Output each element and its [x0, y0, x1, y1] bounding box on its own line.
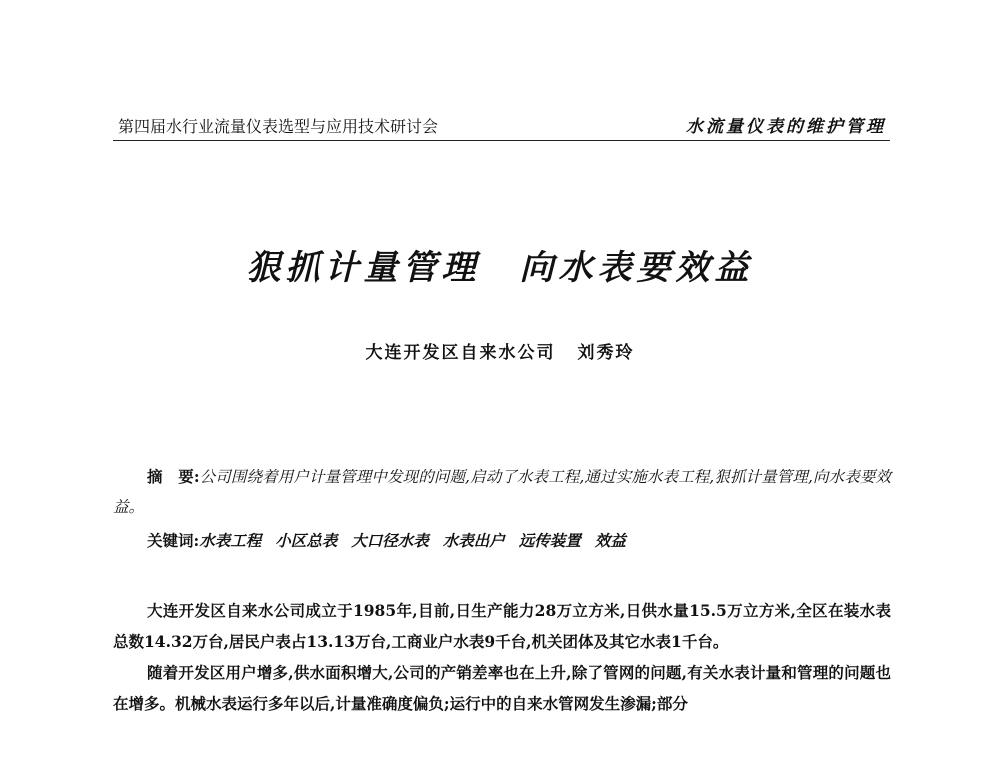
body-paragraph: 大连开发区自来水公司成立于1985年,目前,日生产能力28万立方米,日供水量15.5万立方米,全区在装水表总数14.32万台,居民户表占13.13万台,工商业户水表9千台,机关团体及其它水表1千台。 [113, 601, 891, 651]
conference-name: 第四届水行业流量仪表选型与应用技术研讨会 [118, 117, 439, 136]
body-text [113, 595, 891, 719]
keyword: 水表出户 [442, 531, 505, 550]
keyword: 水表工程 [199, 531, 262, 550]
running-header [113, 112, 890, 141]
author-name: 刘秀玲 [577, 343, 635, 363]
keyword: 远传装置 [518, 531, 581, 550]
keywords [147, 526, 891, 556]
abstract-label: 摘 要: [147, 467, 200, 486]
author-affiliation: 大连开发区自来水公司 [365, 343, 556, 363]
body-paragraph: 随着开发区用户增多,供水面积增大,公司的产销差率也在上升,除了管网的问题,有关水表计量和管理的问题也在增多。机械水表运行多年以后,计量准确度偏负;运行中的自来水管网发生渗漏;部分 [113, 663, 891, 713]
keyword: 大口径水表 [351, 531, 429, 550]
paper-title: 狠抓计量管理 向水表要效益 [246, 248, 754, 288]
section-title: 水流量仪表的维护管理 [686, 117, 886, 137]
abstract [113, 462, 891, 522]
keyword: 效益 [594, 531, 626, 550]
abstract-text: 公司围绕着用户计量管理中发现的问题,启动了水表工程,通过实施水表工程,狠抓计量管理,向水表要效益。 [113, 468, 891, 516]
keywords-label: 关键词: [147, 531, 200, 550]
author-line [0, 338, 1000, 363]
keyword: 小区总表 [275, 531, 338, 550]
